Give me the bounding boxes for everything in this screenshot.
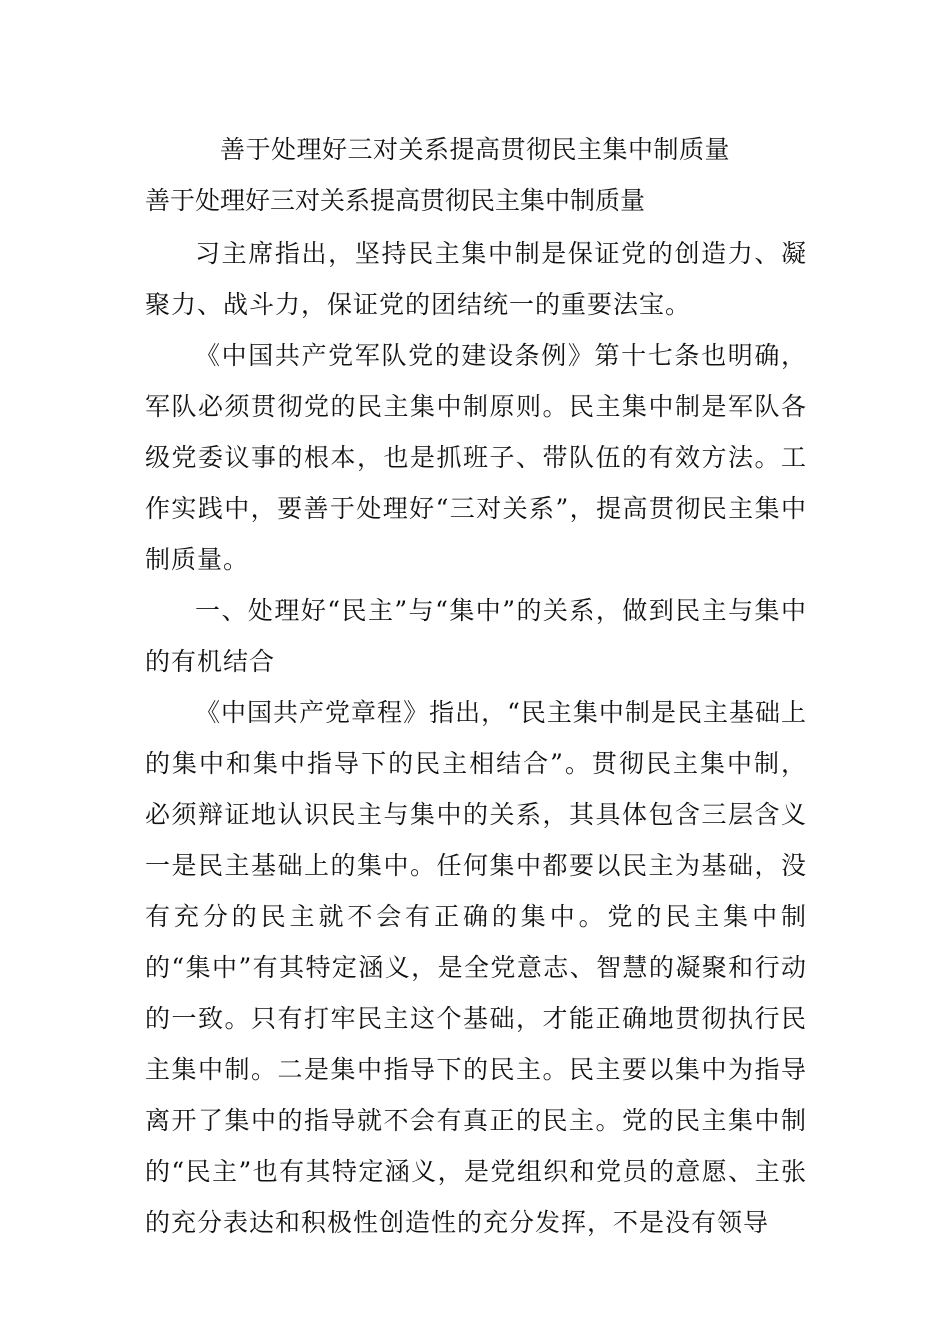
document-title: 善于处理好三对关系提高贯彻民主集中制质量 [219,135,730,164]
document-subtitle: 善于处理好三对关系提高贯彻民主集中制质量 [145,186,646,215]
document-body [145,228,807,1248]
section-heading-1: 一、处理好“民主”与“集中”的关系，做到民主与集中的有机结合 [145,596,807,676]
paragraph-intro: 习主席指出，坚持民主集中制是保证党的创造力、凝聚力、战斗力，保证党的团结统一的重要法宝。 [145,239,807,319]
paragraph-party-constitution: 《中国共产党章程》指出，“民主集中制是民主基础上的集中和集中指导下的民主相结合”。贯彻民主集中制，必须辩证地认识民主与集中的关系，其具体包含三层含义一是民主基础上的集中。任何集中都要以民主为基础，没有充分的民主就不会有正确的集中。党的民主集中制的“集中”有其特定涵义，是全党意志、智慧的凝聚和行动的一致。只有打牢民主这个基础，才能正确地贯彻执行民主集中制。二是集中指导下的民主。民主要以集中为指导离开了集中的指导就不会有真正的民主。党的民主集中制的“民主”也有其特定涵义，是党组织和党员的意愿、主张的充分表达和积极性创造性的充分发挥，不是没有领导 [145,698,807,1237]
paragraph-regulation: 《中国共产党军队党的建设条例》第十七条也明确，军队必须贯彻党的民主集中制原则。民主集中制是军队各级党委议事的根本，也是抓班子、带队伍的有效方法。工作实践中，要善于处理好“三对关系”，提高贯彻民主集中制质量。 [145,341,807,574]
